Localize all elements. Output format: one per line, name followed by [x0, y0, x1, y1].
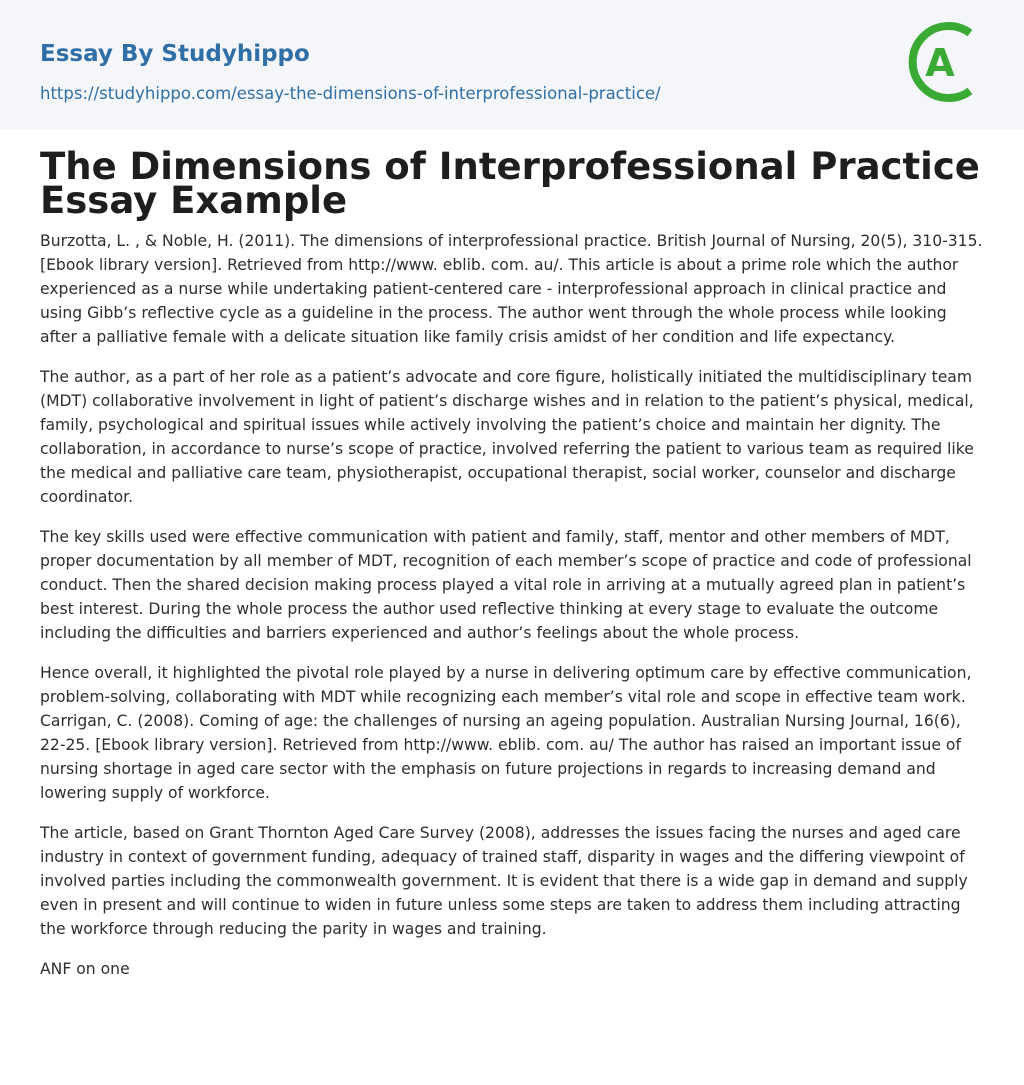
paragraph-2: The author, as a part of her role as a patient’s advocate and core figure, holistically initiated the multidisciplinary team (MDT) collaborative involvement in light of patient’s discharge wishes and in relation to the patient’s physical, medical, family, psychological and spiritual issues while actively involving the patient’s choice and maintain her dignity. The collaboration, in accordance to nurse’s scope of practice, involved referring the patient to various team as required like the medical and palliative care team, physiotherapist, occupational therapist, social worker, counselor and discharge coordinator. [40, 368, 974, 506]
studyhippo-logo-icon[interactable] [908, 18, 988, 106]
page-url-link[interactable]: https://studyhippo.com/essay-the-dimensions-of-interprofessional-practice/ [40, 84, 661, 103]
paragraph-3: The key skills used were effective communication with patient and family, staff, mentor and other members of MDT, proper documentation by all member of MDT, recognition of each member’s scope of practice and code of professional conduct. Then the shared decision making process played a vital role in arriving at a mutually agreed plan in patient’s best interest. During the whole process the author used reflective thinking at every stage to evaluate the outcome including the difficulties and barriers experienced and author’s feelings about the whole process. [40, 528, 972, 642]
article [0, 145, 1024, 981]
paragraph-1: Burzotta, L. , & Noble, H. (2011). The dimensions of interprofessional practice. British Journal of Nursing, 20(5), 310-315. [Ebook library version]. Retrieved from http://www. eblib. com. au/. This article is about a prime role which the author experienced as a nurse while undertaking patient-centered care - interprofessional approach in clinical practice and using Gibb’s reflective cycle as a guideline in the process. The author went through the whole process while looking after a palliative female with a delicate situation like family crisis amidst of her condition and life expectancy. [40, 232, 983, 346]
article-body [40, 229, 984, 981]
logo-letter: A [925, 41, 955, 85]
paragraph-6: ANF on one [40, 960, 130, 978]
paragraph-4: Hence overall, it highlighted the pivotal role played by a nurse in delivering optimum care by effective communication, problem-solving, collaborating with MDT while recognizing each member’s vital role and scope in effective team work. Carrigan, C. (2008). Coming of age: the challenges of nursing an ageing population. Australian Nursing Journal, 16(6), 22-25. [Ebook library version]. Retrieved from http://www. eblib. com. au/ The author has raised an important issue of nursing shortage in aged care sector with the emphasis on future projections in regards to increasing demand and lowering supply of workforce. [40, 664, 972, 802]
page-title: The Dimensions of Interprofessional Practice Essay Example [40, 145, 980, 222]
site-brand[interactable]: Essay By Studyhippo [40, 41, 310, 67]
site-header [0, 0, 1024, 129]
paragraph-5: The article, based on Grant Thornton Aged Care Survey (2008), addresses the issues facing the nurses and aged care industry in context of government funding, adequacy of trained staff, disparity in wages and the differing viewpoint of involved parties including the commonwealth government. It is evident that there is a wide gap in demand and supply even in present and will continue to widen in future unless some steps are taken to address them including attracting the workforce through reducing the parity in wages and training. [40, 824, 968, 938]
